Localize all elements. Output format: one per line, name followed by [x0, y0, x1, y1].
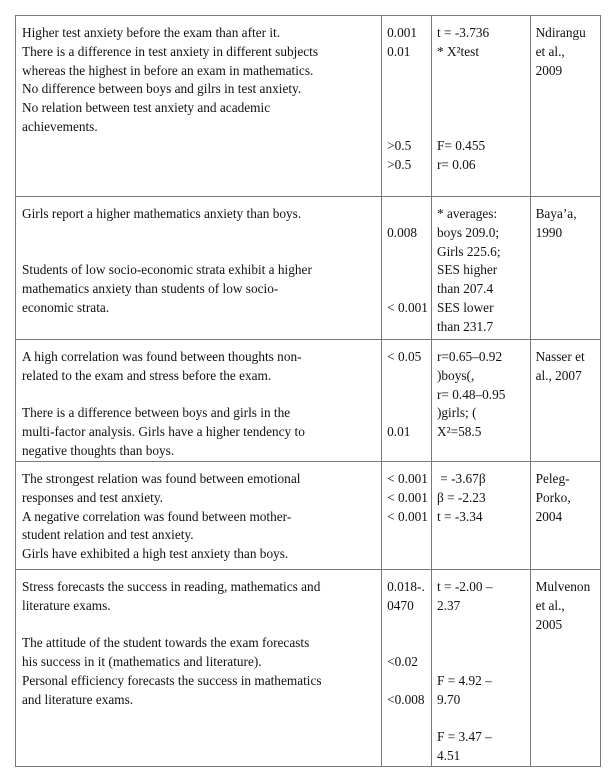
significance-cell	[382, 462, 432, 570]
statistic-line: SES lower	[436, 299, 494, 315]
significance-line: 0.001	[387, 25, 418, 40]
statistic-line	[437, 118, 528, 137]
source-cell	[530, 340, 600, 462]
statistic-line: F = 3.47 –	[436, 729, 492, 745]
findings-line: A negative correlation was found between mother-	[22, 508, 292, 524]
source-line: Peleg-	[535, 471, 570, 486]
statistic-line: = -3.67β	[436, 471, 486, 486]
statistic-line	[437, 653, 528, 672]
statistic-line: than 231.7	[436, 318, 494, 334]
significance-line	[387, 243, 429, 262]
statistic-line: than 207.4	[436, 281, 494, 297]
findings-line: his success in it (mathematics and literature).	[22, 654, 262, 670]
significance-line	[387, 205, 429, 224]
findings-cell	[16, 197, 382, 340]
significance-line: < 0.001	[387, 508, 428, 524]
statistic-line: t = -3.34	[436, 508, 483, 524]
source-line: Porko,	[535, 489, 571, 505]
significance-line	[387, 80, 429, 99]
significance-line	[387, 672, 429, 691]
statistic-line	[437, 634, 528, 653]
statistic-line: boys 209.0;	[436, 224, 500, 240]
statistic-line: Girls 225.6;	[436, 243, 501, 259]
findings-line: No difference between boys and gilrs in test anxiety.	[22, 81, 302, 97]
findings-line	[22, 616, 375, 635]
statistic-cell	[431, 570, 530, 767]
source-cell	[530, 16, 600, 197]
significance-line: <0.008	[387, 691, 425, 707]
significance-line: < 0.001	[387, 489, 428, 505]
statistic-line: )girls; (	[436, 405, 477, 421]
significance-line: 0.018-.	[387, 579, 425, 594]
statistic-line: F = 4.92 –	[436, 672, 492, 688]
statistic-line	[437, 616, 528, 635]
findings-table	[15, 15, 601, 767]
table-row	[16, 570, 601, 767]
findings-line: whereas the highest in before an exam in mathematics.	[22, 62, 314, 78]
source-line: et al.,	[535, 597, 565, 613]
significance-line	[387, 404, 429, 423]
table-row	[16, 462, 601, 570]
statistic-line: t = -3.736	[436, 25, 490, 40]
findings-cell	[16, 16, 382, 197]
statistic-line: )boys(,	[436, 367, 475, 383]
findings-line: A high correlation was found between thoughts non-	[22, 349, 302, 364]
statistic-line: 2.37	[436, 597, 461, 613]
findings-line: economic strata.	[22, 299, 110, 315]
significance-line	[387, 367, 429, 386]
source-line: Nasser et	[535, 349, 585, 364]
significance-line: 0.008	[387, 224, 418, 240]
findings-line: Personal efficiency forecasts the success in mathematics	[22, 672, 322, 688]
statistic-cell	[431, 16, 530, 197]
significance-cell	[382, 570, 432, 767]
significance-line: <0.02	[387, 654, 418, 670]
significance-line	[387, 99, 429, 118]
significance-cell	[382, 340, 432, 462]
source-cell	[530, 462, 600, 570]
findings-line: The attitude of the student towards the exam forecasts	[22, 635, 310, 651]
source-line: 2004	[535, 508, 563, 524]
statistic-line: * averages:	[436, 206, 498, 221]
findings-cell	[16, 340, 382, 462]
findings-line: responses and test anxiety.	[22, 489, 163, 505]
statistic-line: 4.51	[436, 748, 461, 764]
table-row	[16, 197, 601, 340]
findings-line: Stress forecasts the success in reading, mathematics and	[22, 579, 321, 594]
source-line: al., 2007	[535, 367, 582, 383]
findings-line: achievements.	[22, 118, 98, 134]
table-body	[16, 16, 601, 767]
statistic-line: X²=58.5	[436, 424, 482, 440]
significance-line: 0.01	[387, 43, 411, 59]
findings-line: multi-factor analysis. Girls have a higher tendency to	[22, 424, 305, 440]
source-cell	[530, 570, 600, 767]
table-row	[16, 16, 601, 197]
findings-line: student relation and test anxiety.	[22, 527, 194, 543]
significance-line	[387, 634, 429, 653]
statistic-line: r=0.65–0.92	[436, 349, 503, 364]
findings-line: There is a difference in test anxiety in different subjects	[22, 43, 318, 59]
statistic-line: 9.70	[436, 691, 461, 707]
statistic-line: t = -2.00 –	[436, 579, 493, 594]
statistic-line	[437, 99, 528, 118]
findings-line: Girls have exhibited a high test anxiety than boys.	[22, 546, 289, 562]
findings-line	[22, 386, 375, 405]
table-row	[16, 340, 601, 462]
significance-line: 0.01	[387, 424, 411, 440]
source-line: 1990	[535, 224, 563, 240]
significance-line	[387, 62, 429, 81]
significance-line: 0470	[387, 597, 414, 613]
source-line: 2005	[535, 616, 563, 632]
significance-line: < 0.001	[387, 471, 428, 486]
significance-line	[387, 280, 429, 299]
statistic-cell	[431, 462, 530, 570]
statistic-cell	[431, 340, 530, 462]
findings-line	[22, 243, 375, 262]
statistic-cell	[431, 197, 530, 340]
significance-cell	[382, 197, 432, 340]
source-line: 2009	[535, 62, 563, 78]
statistic-line	[437, 710, 528, 729]
statistic-line: SES higher	[436, 262, 498, 278]
significance-line: >0.5	[387, 156, 412, 172]
significance-line: < 0.05	[387, 349, 422, 364]
findings-cell	[16, 462, 382, 570]
significance-line	[387, 118, 429, 137]
findings-line: related to the exam and stress before the exam.	[22, 367, 272, 383]
findings-line: literature exams.	[22, 597, 111, 613]
findings-line: and literature exams.	[22, 691, 134, 707]
source-cell	[530, 197, 600, 340]
statistic-line	[437, 62, 528, 81]
findings-line: The strongest relation was found between emotional	[22, 471, 301, 486]
findings-line	[22, 224, 375, 243]
findings-line: Girls report a higher mathematics anxiety than boys.	[22, 206, 302, 221]
significance-line: < 0.001	[387, 299, 428, 315]
significance-cell	[382, 16, 432, 197]
significance-line	[387, 386, 429, 405]
findings-line: mathematics anxiety than students of low socio-	[22, 281, 279, 297]
statistic-line: r= 0.48–0.95	[436, 386, 506, 402]
source-line: et al.,	[535, 43, 565, 59]
significance-line	[387, 616, 429, 635]
significance-line	[387, 261, 429, 280]
findings-line: No relation between test anxiety and academic	[22, 100, 271, 116]
findings-line: Students of low socio-economic strata exhibit a higher	[22, 262, 312, 278]
findings-line: Higher test anxiety before the exam than after it.	[22, 25, 281, 40]
statistic-line: * X²test	[436, 43, 480, 59]
statistic-line: r= 0.06	[436, 156, 476, 172]
findings-line: negative thoughts than boys.	[22, 442, 175, 458]
findings-cell	[16, 570, 382, 767]
source-line: Ndirangu	[535, 25, 586, 40]
statistic-line	[437, 80, 528, 99]
significance-line: >0.5	[387, 137, 412, 153]
source-line: Baya’a,	[535, 206, 577, 221]
statistic-line: β = -2.23	[436, 489, 486, 505]
statistic-line: F= 0.455	[436, 137, 486, 153]
findings-line: There is a difference between boys and girls in the	[22, 405, 291, 421]
source-line: Mulvenon	[535, 579, 591, 594]
